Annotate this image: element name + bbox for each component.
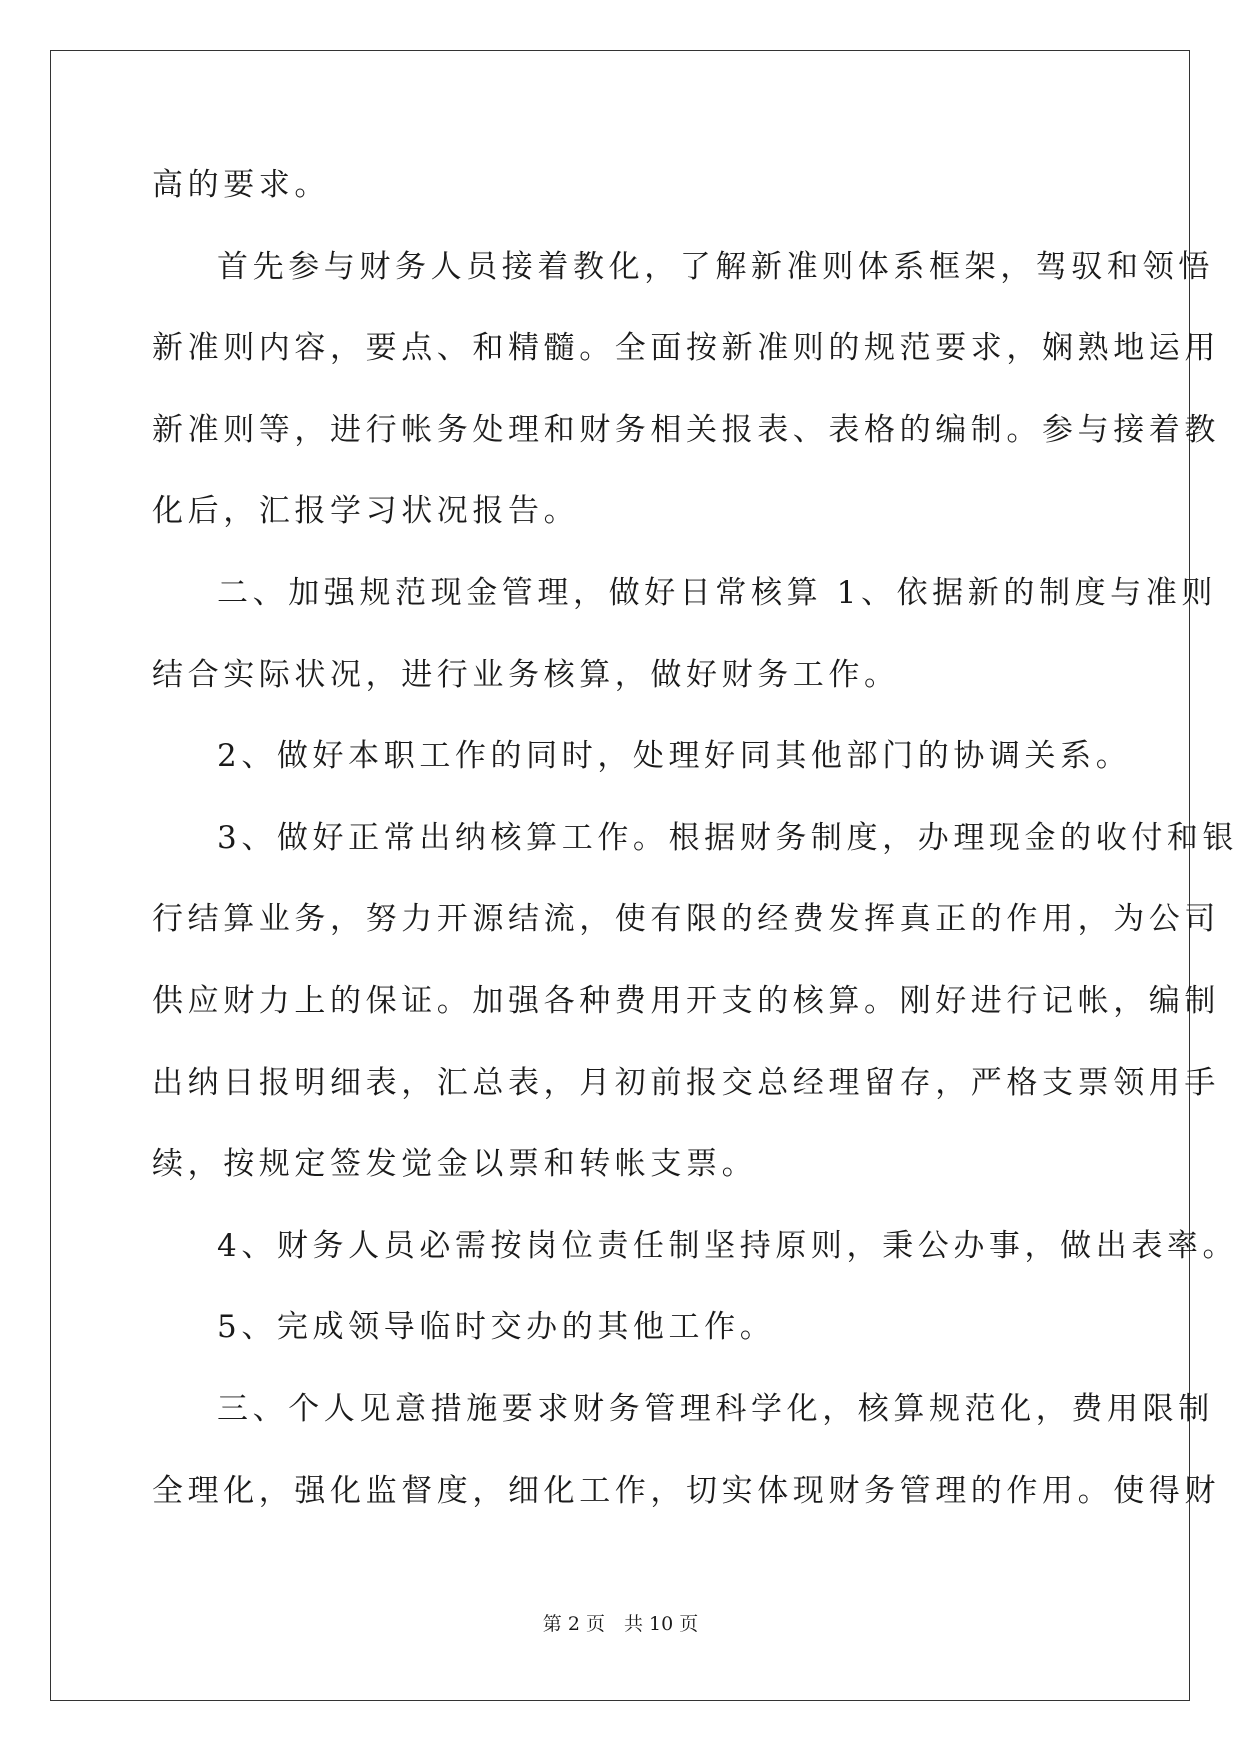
text-line: 化后，汇报学习状况报告。 xyxy=(152,493,580,530)
document-body xyxy=(152,145,1239,1532)
text-line: 三、个人见意措施要求财务管理科学化，核算规范化，费用限制 xyxy=(217,1390,1214,1427)
text-line: 新准则内容，要点、和精髓。全面按新准则的规范要求，娴熟地运用 xyxy=(152,330,1220,367)
text-line: 3、做好正常出纳核算工作。根据财务制度，办理现金的收付和银 xyxy=(217,819,1239,856)
text-line: 4、财务人员必需按岗位责任制坚持原则，秉公办事，做出表率。 xyxy=(217,1227,1239,1264)
text-line: 行结算业务，努力开源结流，使有限的经费发挥真正的作用，为公司 xyxy=(152,901,1220,938)
text-line: 新准则等，进行帐务处理和财务相关报表、表格的编制。参与接着教 xyxy=(152,411,1220,448)
text-line: 结合实际状况，进行业务核算，做好财务工作。 xyxy=(152,656,900,693)
text-line: 续，按规定签发觉金以票和转帐支票。 xyxy=(152,1146,758,1183)
text-line: 2、做好本职工作的同时，处理好同其他部门的协调关系。 xyxy=(217,738,1132,775)
page-footer: 第 2 页 共 10 页 xyxy=(542,1613,699,1635)
text-line: 出纳日报明细表，汇总表，月初前报交总经理留存，严格支票领用手 xyxy=(152,1064,1220,1101)
text-line: 全理化，强化监督度，细化工作，切实体现财务管理的作用。使得财 xyxy=(152,1472,1220,1509)
text-line: 5、完成领导临时交办的其他工作。 xyxy=(217,1309,776,1346)
text-line: 二、加强规范现金管理，做好日常核算 1、依据新的制度与准则 xyxy=(217,574,1217,611)
text-line: 首先参与财务人员接着教化，了解新准则体系框架，驾驭和领悟 xyxy=(217,248,1214,285)
text-line: 供应财力上的保证。加强各种费用开支的核算。刚好进行记帐，编制 xyxy=(152,982,1220,1019)
text-line: 高的要求。 xyxy=(152,167,330,203)
